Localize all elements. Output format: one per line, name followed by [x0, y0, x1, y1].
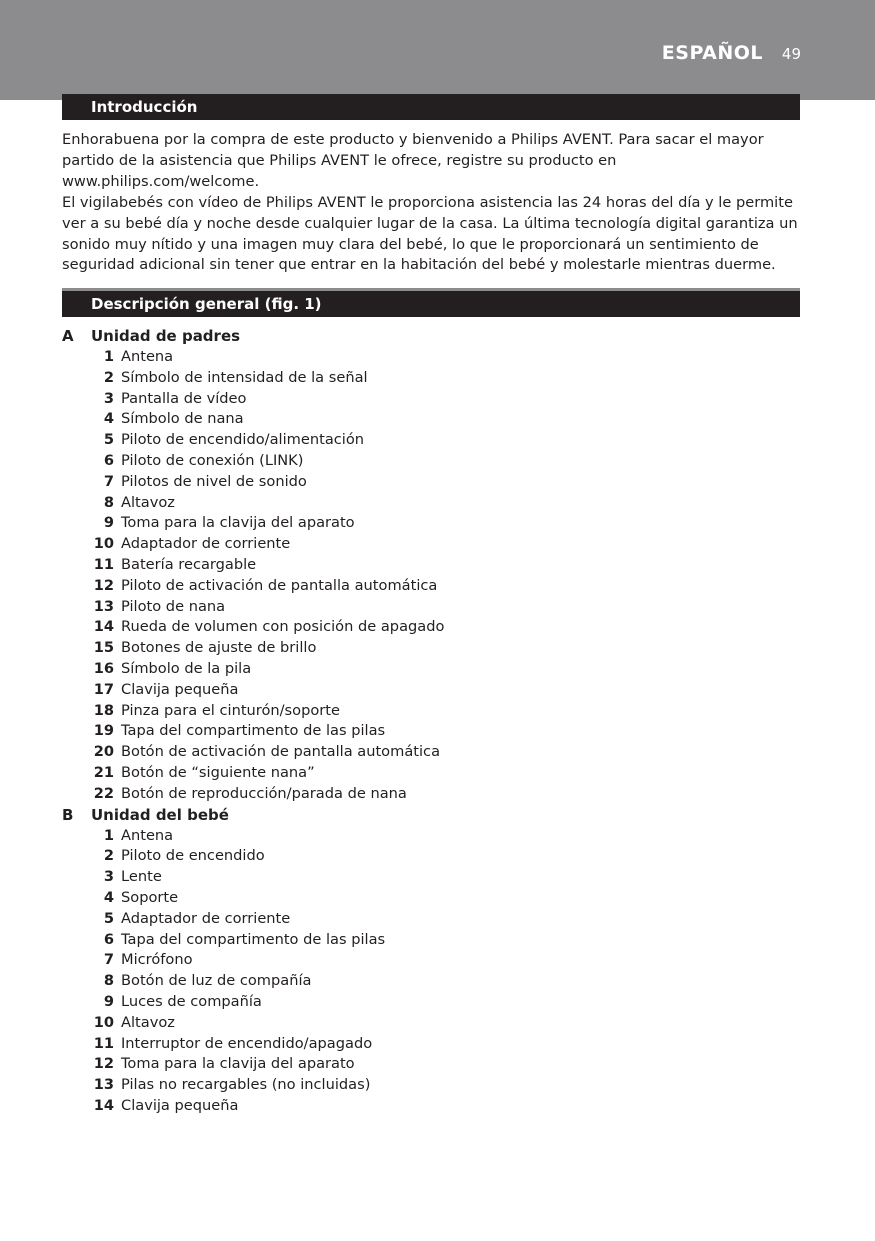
item-text: Altavoz: [121, 493, 175, 511]
item-text: Micrófono: [121, 951, 193, 969]
item-number: 6: [103, 930, 114, 948]
list-item: [62, 763, 802, 784]
item-number: 14: [93, 618, 114, 636]
item-number: 17: [93, 680, 114, 698]
list-item: [62, 368, 802, 389]
item-text: Botón de reproducción/parada de nana: [121, 784, 407, 802]
list-item: [62, 846, 802, 867]
item-text: Toma para la clavija del aparato: [121, 1055, 355, 1073]
item-text: Antena: [121, 826, 174, 844]
group-heading: [62, 326, 802, 347]
item-number: 2: [103, 368, 114, 386]
item-number: 5: [103, 909, 114, 927]
item-text: Piloto de conexión (LINK): [121, 451, 304, 469]
item-number: 11: [93, 555, 114, 573]
intro-heading: Introducción: [62, 94, 800, 120]
item-text: Pantalla de vídeo: [121, 389, 247, 407]
list-item: [62, 1013, 802, 1034]
list-item: [62, 742, 802, 763]
list-item: [62, 930, 802, 951]
item-number: 5: [103, 431, 114, 449]
item-number: 2: [103, 847, 114, 865]
item-text: Toma para la clavija del aparato: [121, 514, 355, 532]
item-number: 15: [93, 639, 114, 657]
item-text: Botón de “siguiente nana”: [121, 763, 315, 781]
intro-paragraph-1: Enhorabuena por la compra de este producto y bienvenido a Philips AVENT. Para sacar el mayor partido de la asistencia que Philips AVENT le ofrece, registre su producto en www.philips.com/welcome.: [62, 131, 764, 190]
list-item: [62, 617, 802, 638]
item-number: 22: [93, 784, 114, 802]
parts-list: [62, 326, 802, 1117]
item-number: 10: [93, 535, 114, 553]
item-text: Tapa del compartimento de las pilas: [121, 722, 386, 740]
list-item: [62, 888, 802, 909]
item-number: 7: [103, 951, 114, 969]
item-number: 1: [103, 348, 114, 365]
list-item: [62, 721, 802, 742]
intro-paragraph-2: El vigilabebés con vídeo de Philips AVENT le proporciona asistencia las 24 horas del día y le permite ver a su bebé día y noche desde cualquier lugar de la casa. La última tecnología digital garantiza un sonido muy nítido y una imagen muy clara del bebé, lo que le proporcionará un sentimiento de seguridad adicional sin tener que entrar en la habitación del bebé y molestarle mientras duerme.: [62, 194, 798, 274]
item-text: Adaptador de corriente: [121, 535, 291, 553]
list-item: [62, 638, 802, 659]
item-text: Botones de ajuste de brillo: [121, 639, 317, 657]
item-text: Botón de activación de pantalla automática: [121, 743, 441, 761]
item-number: 13: [93, 597, 114, 615]
list-item: [62, 826, 802, 847]
item-number: 14: [93, 1096, 114, 1114]
list-item: [62, 1096, 802, 1117]
item-number: 6: [103, 451, 114, 469]
item-number: 8: [103, 493, 114, 511]
list-item: [62, 784, 802, 805]
item-number: 21: [93, 763, 114, 781]
list-item: [62, 992, 802, 1013]
list-item: [62, 867, 802, 888]
list-item: [62, 597, 802, 618]
item-number: 16: [93, 659, 114, 677]
list-item: [62, 472, 802, 493]
item-number: 7: [103, 472, 114, 490]
item-text: Pinza para el cinturón/soporte: [121, 701, 340, 719]
item-number: 9: [103, 514, 114, 532]
list-item: [62, 493, 802, 514]
item-number: 4: [103, 410, 114, 428]
item-number: 12: [93, 576, 114, 594]
list-item: [62, 659, 802, 680]
item-text: Altavoz: [121, 1013, 175, 1031]
page-number: 49: [781, 45, 801, 63]
item-text: Pilas no recargables (no incluidas): [121, 1076, 371, 1094]
list-item: [62, 389, 802, 410]
item-text: Botón de luz de compañía: [121, 972, 312, 990]
item-number: 8: [103, 972, 114, 990]
item-number: 13: [93, 1076, 114, 1094]
item-text: Piloto de activación de pantalla automática: [121, 576, 438, 594]
list-item: [62, 409, 802, 430]
list-item: [62, 1054, 802, 1075]
item-number: 1: [103, 826, 114, 844]
item-text: Piloto de encendido: [121, 847, 265, 865]
item-text: Lente: [121, 868, 162, 886]
group-title: Unidad de padres: [91, 327, 241, 345]
item-text: Interruptor de encendido/apagado: [121, 1034, 373, 1052]
list-item: [62, 513, 802, 534]
list-item: [62, 430, 802, 451]
item-text: Soporte: [121, 888, 179, 906]
group-title: Unidad del bebé: [91, 805, 229, 824]
list-item: [62, 451, 802, 472]
item-text: Antena: [121, 348, 174, 365]
list-item: [62, 909, 802, 930]
item-text: Piloto de encendido/alimentación: [121, 431, 365, 449]
item-text: Piloto de nana: [121, 597, 226, 615]
group-heading: [62, 805, 802, 826]
list-item: [62, 701, 802, 722]
item-number: 18: [93, 701, 114, 719]
item-number: 11: [93, 1034, 114, 1052]
item-text: Pilotos de nivel de sonido: [121, 472, 307, 490]
item-number: 20: [93, 743, 114, 761]
item-text: Clavija pequeña: [121, 680, 239, 698]
item-number: 19: [93, 722, 114, 740]
item-number: 3: [103, 389, 114, 407]
list-item: [62, 950, 802, 971]
item-text: Símbolo de la pila: [121, 659, 252, 677]
list-item: [62, 1034, 802, 1055]
item-text: Adaptador de corriente: [121, 909, 291, 927]
item-text: Luces de compañía: [121, 992, 262, 1010]
item-text: Rueda de volumen con posición de apagado: [121, 618, 445, 636]
list-item: [62, 534, 802, 555]
item-number: 3: [103, 868, 114, 886]
item-number: 12: [93, 1055, 114, 1073]
group-letter: A: [62, 327, 74, 345]
list-item: [62, 555, 802, 576]
item-text: Clavija pequeña: [121, 1096, 239, 1114]
item-text: Batería recargable: [121, 555, 257, 573]
item-number: 9: [103, 992, 114, 1010]
list-item: [62, 576, 802, 597]
item-number: 4: [103, 888, 114, 906]
language-label: ESPAÑOL: [661, 42, 763, 64]
list-item: [62, 1075, 802, 1096]
item-number: 10: [93, 1013, 114, 1031]
list-item: [62, 971, 802, 992]
item-text: Tapa del compartimento de las pilas: [121, 930, 386, 948]
item-text: Símbolo de intensidad de la señal: [121, 368, 368, 386]
group-letter: B: [62, 805, 74, 824]
item-text: Símbolo de nana: [121, 410, 244, 428]
overview-heading: Descripción general (fig. 1): [62, 291, 800, 317]
list-item: [62, 347, 802, 368]
list-item: [62, 680, 802, 701]
